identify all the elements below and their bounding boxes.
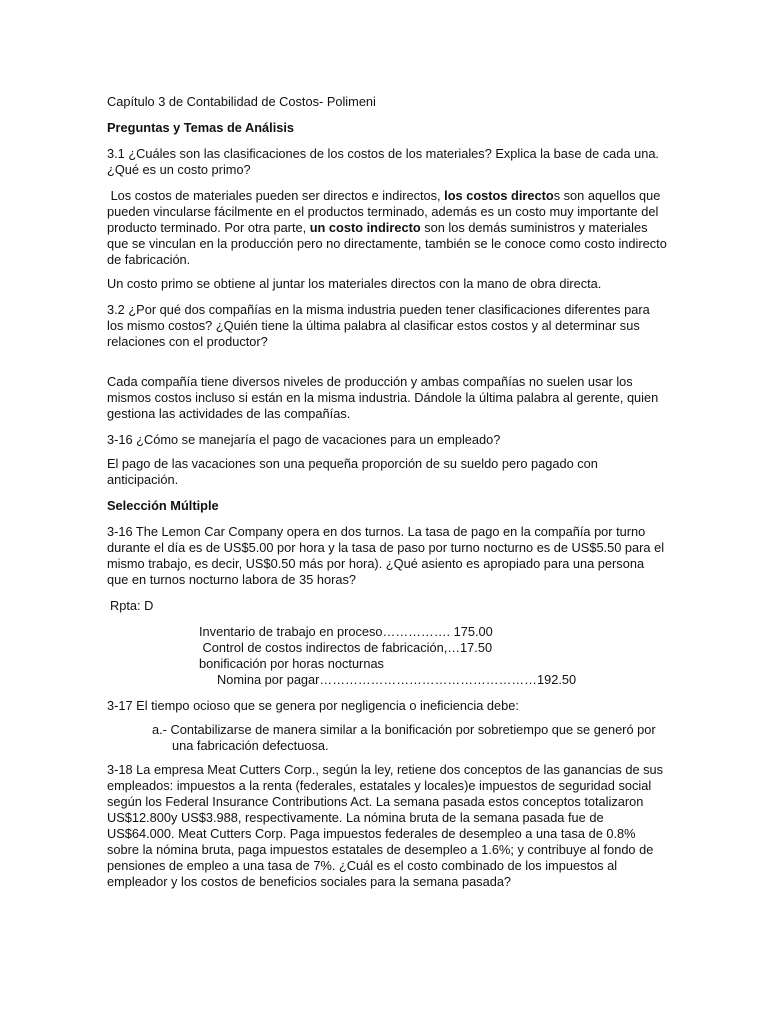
answer-3-1-part1: Los costos de materiales pueden ser directos e indirectos, — [110, 188, 445, 203]
answer-3-16-vacaciones: El pago de las vacaciones son una pequeña proporción de su sueldo pero pagado con anticipación. — [107, 456, 598, 487]
answer-3-1-bold2: un costo indirecto — [309, 220, 421, 235]
answer-3-1-part3: son los demás suministros y materiales que se vinculan en la producción pero no directamente, también se le conoce como costo indirecto de fabricación. — [107, 220, 667, 267]
question-3-18: 3-18 La empresa Meat Cutters Corp., según la ley, retiene dos conceptos de las ganancias de sus empleados: impuestos a la renta (federales, estatales y locales)e impuestos de seguridad social según los Federal Insurance Contributions Act. La semana pasada estos conceptos totalizaron US$12.800y US$3.988, respectivamente. La nómina bruta de la semana pasada fue de US$64.000. Meat Cutters Corp. Paga impuestos federales de desempleo a una tasa de 0.8% sobre la nómina bruta, paga impuestos estatales de desempleo a 1.6%; y contribuye al fondo de pensiones de empleo a una tasa de 7%. ¿Cuál es el costo combinado de los impuestos al empleador y los costos de beneficios sociales para la semana pasada? — [107, 762, 664, 889]
document-body — [107, 94, 667, 890]
journal-entry-line: Inventario de trabajo en proceso……………. 175.00 — [199, 624, 493, 639]
section-heading: Preguntas y Temas de Análisis — [107, 120, 295, 135]
journal-entry — [107, 624, 667, 688]
answer-3-1 — [107, 188, 667, 268]
multiple-choice-heading: Selección Múltiple — [107, 498, 219, 513]
question-3-16-vacaciones: 3-16 ¿Cómo se manejaría el pago de vacaciones para un empleado? — [107, 432, 501, 447]
answer-label: Rpta: D — [110, 598, 154, 613]
answer-3-1-bold1: los costos directo — [444, 188, 554, 203]
question-3-2: 3.2 ¿Por qué dos compañías en la misma industria pueden tener clasificaciones diferentes para los mismo costos? ¿Quién tiene la última palabra al clasificar estos costos y al determinar sus relaciones con el productor? — [107, 302, 650, 349]
answer-3-1-part2: s son aquellos que pueden vincularse fácilmente en el productos terminado, además es un costo muy importante del producto terminado. Por otra parte, — [107, 188, 661, 235]
document-title: Capítulo 3 de Contabilidad de Costos- Polimeni — [107, 94, 376, 109]
question-3-1: 3.1 ¿Cuáles son las clasificaciones de los costos de los materiales? Explica la base de cada una. ¿Qué es un costo primo? — [107, 146, 659, 177]
journal-entry-line: Nomina por pagar……………………………………………192.50 — [217, 672, 577, 687]
answer-3-2: Cada compañía tiene diversos niveles de producción y ambas compañías no suelen usar los mismos costos incluso si están en la misma industria. Dándole la última palabra al gerente, quien gestiona las actividades de las compañías. — [107, 374, 659, 421]
question-3-16-lemon: 3-16 The Lemon Car Company opera en dos turnos. La tasa de pago en la compañía por turno durante el día es de US$5.00 por hora y la tasa de paso por turno nocturno es de US$5.50 para el mismo trabajo, es decir, US$0.50 más por hora). ¿Qué asiento es apropiado para una persona que en turnos nocturno labora de 35 horas? — [107, 524, 665, 587]
option-a: a.- Contabilizarse de manera similar a la bonificación por sobretiempo que se generó por una fabricación defectuosa. — [152, 722, 656, 753]
answer-3-1-costo-primo: Un costo primo se obtiene al juntar los materiales directos con la mano de obra directa. — [107, 276, 602, 291]
journal-entry-line: bonificación por horas nocturnas — [199, 656, 384, 671]
journal-entry-line: Control de costos indirectos de fabricación,…17.50 — [199, 640, 493, 655]
question-3-17: 3-17 El tiempo ocioso que se genera por negligencia o ineficiencia debe: — [107, 698, 519, 713]
